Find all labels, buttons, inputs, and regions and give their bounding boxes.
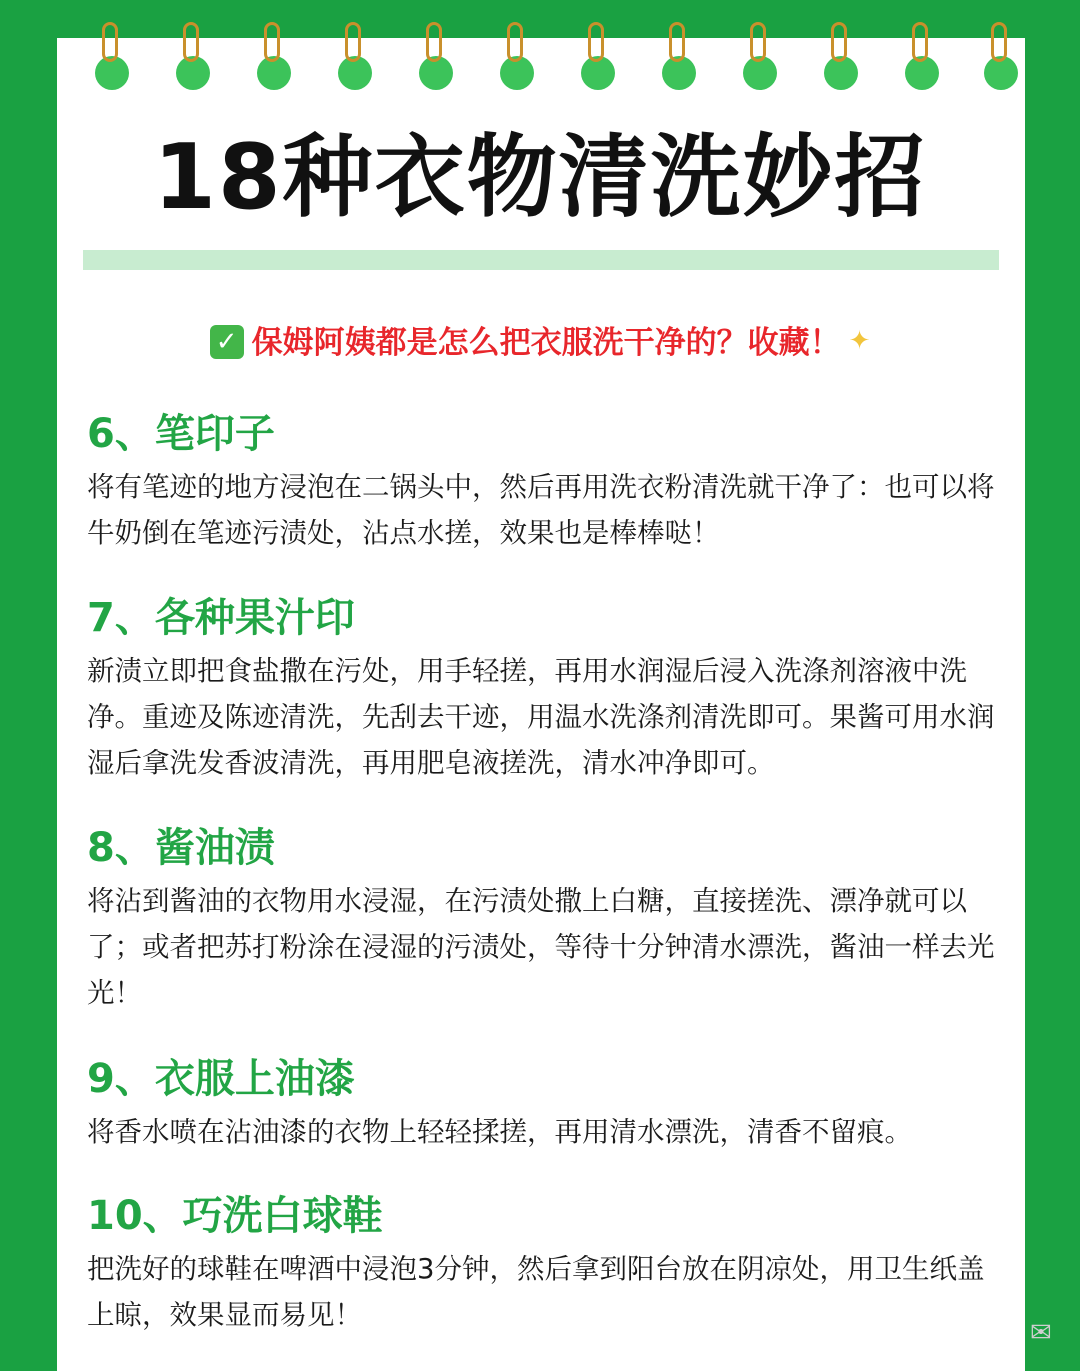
ring-loop	[831, 22, 847, 62]
section-title: 10、巧洗白球鞋	[87, 1193, 383, 1239]
ring-loop	[750, 22, 766, 62]
section-body: 将沾到酱油的衣物用水浸湿，在污渍处撒上白糖，直接搓洗、漂净就可以了；或者把苏打粉涂在浸湿的污渍处，等待十分钟清水漂洗，酱油一样去光光！	[87, 885, 995, 1009]
title-underline	[83, 250, 999, 270]
ring-loop	[588, 22, 604, 62]
binder-ring	[662, 22, 696, 84]
ring-loop	[669, 22, 685, 62]
binder-ring	[257, 22, 291, 84]
section-title: 8、酱油渍	[87, 825, 275, 871]
ring-loop	[507, 22, 523, 62]
binder-ring	[338, 22, 372, 84]
ring-loop	[991, 22, 1007, 62]
ring-loop	[183, 22, 199, 62]
section-title: 6、笔印子	[87, 411, 275, 457]
section-pen-marks	[87, 406, 999, 556]
section-body: 将香水喷在沾油漆的衣物上轻轻揉搓，再用清水漂洗，清香不留痕。	[87, 1116, 912, 1148]
ring-loop	[264, 22, 280, 62]
ring-loop	[102, 22, 118, 62]
section-body: 新渍立即把食盐撒在污处，用手轻搓，再用水润湿后浸入洗涤剂溶液中洗净。重迹及陈迹清洗，先刮去干迹，用温水洗涤剂清洗即可。果酱可用水润湿后拿洗发香波清洗，再用肥皂液搓洗，清水冲净即可。	[87, 655, 995, 779]
binder-ring	[824, 22, 858, 84]
ring-loop	[912, 22, 928, 62]
sparkle-icon: ✦	[848, 325, 871, 356]
subtitle	[0, 320, 1080, 368]
binder-ring	[176, 22, 210, 84]
ring-loop	[426, 22, 442, 62]
section-paint	[87, 1051, 999, 1155]
section-body: 将有笔迹的地方浸泡在二锅头中，然后再用洗衣粉清洗就干净了：也可以将牛奶倒在笔迹污渍处，沾点水搓，效果也是棒棒哒！	[87, 471, 995, 549]
section-soy-sauce	[87, 820, 999, 1016]
section-white-sneakers	[87, 1188, 999, 1338]
binder-ring	[984, 22, 1018, 84]
section-title: 7、各种果汁印	[87, 595, 355, 641]
check-box-icon: ✓	[210, 325, 244, 359]
binder-ring	[419, 22, 453, 84]
binder-ring	[743, 22, 777, 84]
binder-ring	[581, 22, 615, 84]
section-body: 把洗好的球鞋在啤酒中浸泡3分钟，然后拿到阳台放在阴凉处，用卫生纸盖上晾，效果显而易见！	[87, 1253, 985, 1331]
binder-ring	[500, 22, 534, 84]
page-title: 18种衣物清洗妙招	[153, 125, 927, 230]
subtitle-text: 保姆阿姨都是怎么把衣服洗干净的？收藏！	[251, 325, 841, 361]
binder-ring	[95, 22, 129, 84]
section-title: 9、衣服上油漆	[87, 1056, 355, 1102]
section-juice-stains	[87, 590, 999, 786]
ring-loop	[345, 22, 361, 62]
binder-ring	[905, 22, 939, 84]
watermark-icon: ✉	[1030, 1318, 1052, 1348]
binder-rings	[0, 0, 1080, 90]
